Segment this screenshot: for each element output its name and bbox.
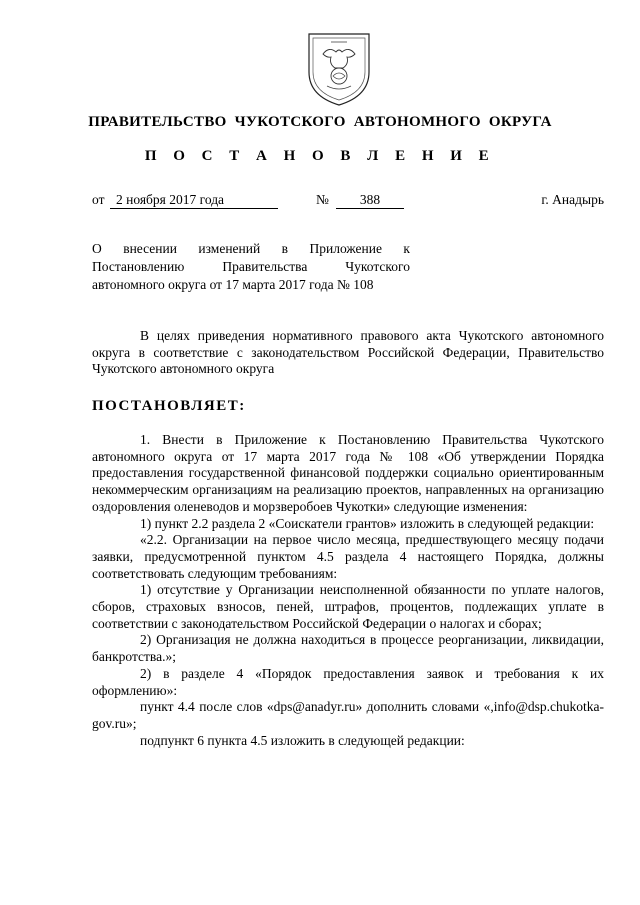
date-number-line bbox=[92, 192, 604, 210]
document-date: 2 ноября 2017 года bbox=[110, 192, 278, 209]
document-subject bbox=[92, 240, 410, 294]
paragraph: 1. Внести в Приложение к Постановлению Правительства Чукотского автономного округа от 17 марта 2017 года № 108 «Об утверждении Порядка предоставления государственной финансовой поддержки социально ориентированным некоммерческим организациям на реализацию проектов, направленных на организацию оздоровления оленеводов и морзверобоев Чукотки» следующие изменения: bbox=[92, 432, 604, 514]
document-number: 388 bbox=[336, 192, 404, 209]
number-sign: № bbox=[316, 192, 329, 207]
subject-line: О внесении изменений в Приложение к bbox=[92, 241, 410, 256]
subject-line: Постановлению Правительства Чукотского bbox=[92, 259, 410, 274]
paragraph: «2.2. Организации на первое число месяца, предшествующего месяцу подачи заявки, предусмотренной пунктом 4.5 раздела 4 настоящего Порядка, должны соответствовать следующим требованиям: bbox=[92, 532, 604, 581]
preamble-block bbox=[92, 328, 604, 378]
date-prefix: от bbox=[92, 192, 105, 207]
city: г. Анадырь bbox=[541, 192, 604, 207]
paragraph: подпункт 6 пункта 4.5 изложить в следующей редакции: bbox=[140, 732, 465, 748]
paragraph: 2) в разделе 4 «Порядок предоставления заявок и требования к их оформлению»: bbox=[92, 665, 604, 698]
document-type-title: П О С Т А Н О В Л Е Н И Е bbox=[144, 148, 496, 164]
paragraph: 2) Организация не должна находиться в процессе реорганизации, ликвидации, банкротства.»; bbox=[92, 632, 604, 665]
decree-word: ПОСТАНОВЛЯЕТ: bbox=[92, 398, 246, 414]
organization-title: ПРАВИТЕЛЬСТВО ЧУКОТСКОГО АВТОНОМНОГО ОКРУГА bbox=[88, 114, 552, 130]
paragraph: пункт 4.4 после слов «dps@anadyr.ru» дополнить словами «,info@dsp.chukotka-gov.ru»; bbox=[92, 699, 604, 731]
decree-body bbox=[92, 432, 604, 749]
preamble-text: В целях приведения нормативного правового акта Чукотского автономного округа в соответствие с законодательством Российской Федерации, Правительство Чукотского автономного округа bbox=[92, 328, 604, 377]
paragraph: 1) пункт 2.2 раздела 2 «Соискатели грантов» изложить в следующей редакции: bbox=[140, 515, 595, 531]
paragraph: 1) отсутствие у Организации неисполненной обязанности по уплате налогов, сборов, страховых взносов, пеней, штрафов, процентов, подлежащих уплате в соответствии с законодательством Российской Федерации о налогах и сборах; bbox=[92, 582, 604, 631]
coat-of-arms-icon bbox=[303, 28, 375, 108]
subject-line: автономного округа от 17 марта 2017 года № 108 bbox=[92, 277, 374, 292]
